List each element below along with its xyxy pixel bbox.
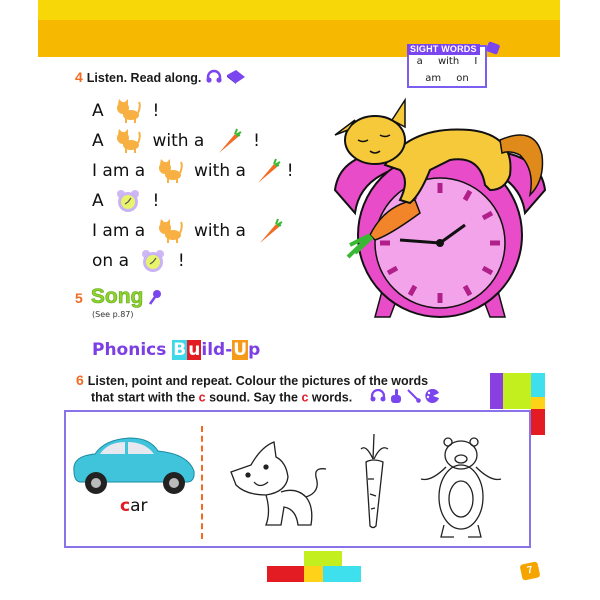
carrot-outline-picture[interactable] xyxy=(356,434,391,533)
sight-words-row-1: a with I xyxy=(416,56,478,67)
palette-icon[interactable] xyxy=(424,389,440,407)
paintbrush-icon[interactable] xyxy=(407,389,421,407)
highlight-letter: c xyxy=(198,390,206,405)
read-line-1 xyxy=(92,96,159,126)
brick-decoration xyxy=(531,397,545,409)
example-word xyxy=(120,496,148,516)
text: A xyxy=(92,191,104,211)
heading-letter-up: U xyxy=(233,340,248,360)
microphone-icon[interactable] xyxy=(148,289,162,309)
clock-picture-icon xyxy=(115,188,141,214)
brick-decoration xyxy=(531,409,545,435)
text: I am a xyxy=(92,221,146,241)
heading-text: ild- xyxy=(201,340,233,360)
song-page-reference: (See p.87) xyxy=(92,310,134,319)
sight-words-title: SIGHT WORDS xyxy=(407,44,480,55)
exercise-5-song xyxy=(75,285,162,319)
read-line-5 xyxy=(92,216,289,246)
brick-decoration xyxy=(323,566,361,582)
instruction-text: sound. Say the xyxy=(205,390,302,405)
text: with a xyxy=(152,131,205,151)
text: ! xyxy=(152,101,160,121)
highlight-letter: c xyxy=(301,390,309,405)
headphones-icon[interactable] xyxy=(205,69,223,88)
exercise-6-picture-box xyxy=(64,410,531,548)
cat-picture-icon xyxy=(115,98,141,124)
brick-decoration xyxy=(304,566,323,582)
text: on a xyxy=(92,251,129,271)
cat-picture-icon xyxy=(157,158,183,184)
text: ! xyxy=(177,251,185,271)
exercise-instruction: Listen. Read along. xyxy=(86,71,202,85)
highlight-letter: c xyxy=(120,496,131,516)
brick-decoration xyxy=(531,373,545,397)
clock-picture-icon xyxy=(140,248,166,274)
carrot-picture-icon xyxy=(257,218,283,244)
carrot-picture-icon xyxy=(216,128,242,154)
exercise-number: 5 xyxy=(75,290,83,306)
text: with a xyxy=(194,161,246,181)
text: ! xyxy=(152,191,160,211)
text: ! xyxy=(286,161,294,181)
header-band-top xyxy=(38,0,560,20)
exercise-6-instruction xyxy=(76,372,440,407)
song-title: Song xyxy=(90,285,144,308)
instruction-line-1: Listen, point and repeat. Colour the pictures of the words xyxy=(87,374,429,388)
heading-text: p xyxy=(248,340,261,360)
heading-text: Phonics xyxy=(92,340,173,360)
car-picture xyxy=(70,436,198,500)
heading-letter-u: u xyxy=(188,340,201,360)
instruction-text: that start with the xyxy=(91,390,199,405)
sight-words-box xyxy=(407,45,487,88)
page-number: 7 xyxy=(520,561,541,580)
brick-decoration xyxy=(503,373,531,409)
word-rest: ar xyxy=(130,496,148,516)
cat-picture-icon xyxy=(115,128,141,154)
cat-picture-icon xyxy=(157,218,183,244)
exercise-4-title xyxy=(75,69,246,88)
cat-on-clock-illustration xyxy=(330,95,550,320)
brick-decoration xyxy=(490,373,503,409)
brick-decoration xyxy=(304,551,342,567)
heading-letter-b: B xyxy=(173,340,187,360)
text: A xyxy=(92,101,104,121)
headphones-icon[interactable] xyxy=(370,389,386,407)
brick-decoration xyxy=(267,566,304,582)
read-line-6 xyxy=(92,246,185,276)
cat-outline-picture[interactable] xyxy=(226,437,331,536)
exercise-number: 6 xyxy=(76,372,84,388)
sight-words-row-2: am on xyxy=(425,73,469,84)
text: ! xyxy=(253,131,260,151)
exercise-number: 4 xyxy=(75,69,83,85)
read-line-3 xyxy=(92,156,294,186)
text: with a xyxy=(194,221,246,241)
text: A xyxy=(92,131,104,151)
book-icon[interactable] xyxy=(226,70,246,87)
section-heading xyxy=(92,340,260,360)
read-line-4 xyxy=(92,186,159,216)
carrot-picture-icon xyxy=(255,158,281,184)
dashed-divider xyxy=(201,426,203,539)
read-line-2 xyxy=(92,126,260,156)
text: I am a xyxy=(92,161,146,181)
bear-outline-picture[interactable] xyxy=(416,437,506,546)
pointing-hand-icon[interactable] xyxy=(389,389,403,407)
instruction-text: words. xyxy=(308,390,353,405)
